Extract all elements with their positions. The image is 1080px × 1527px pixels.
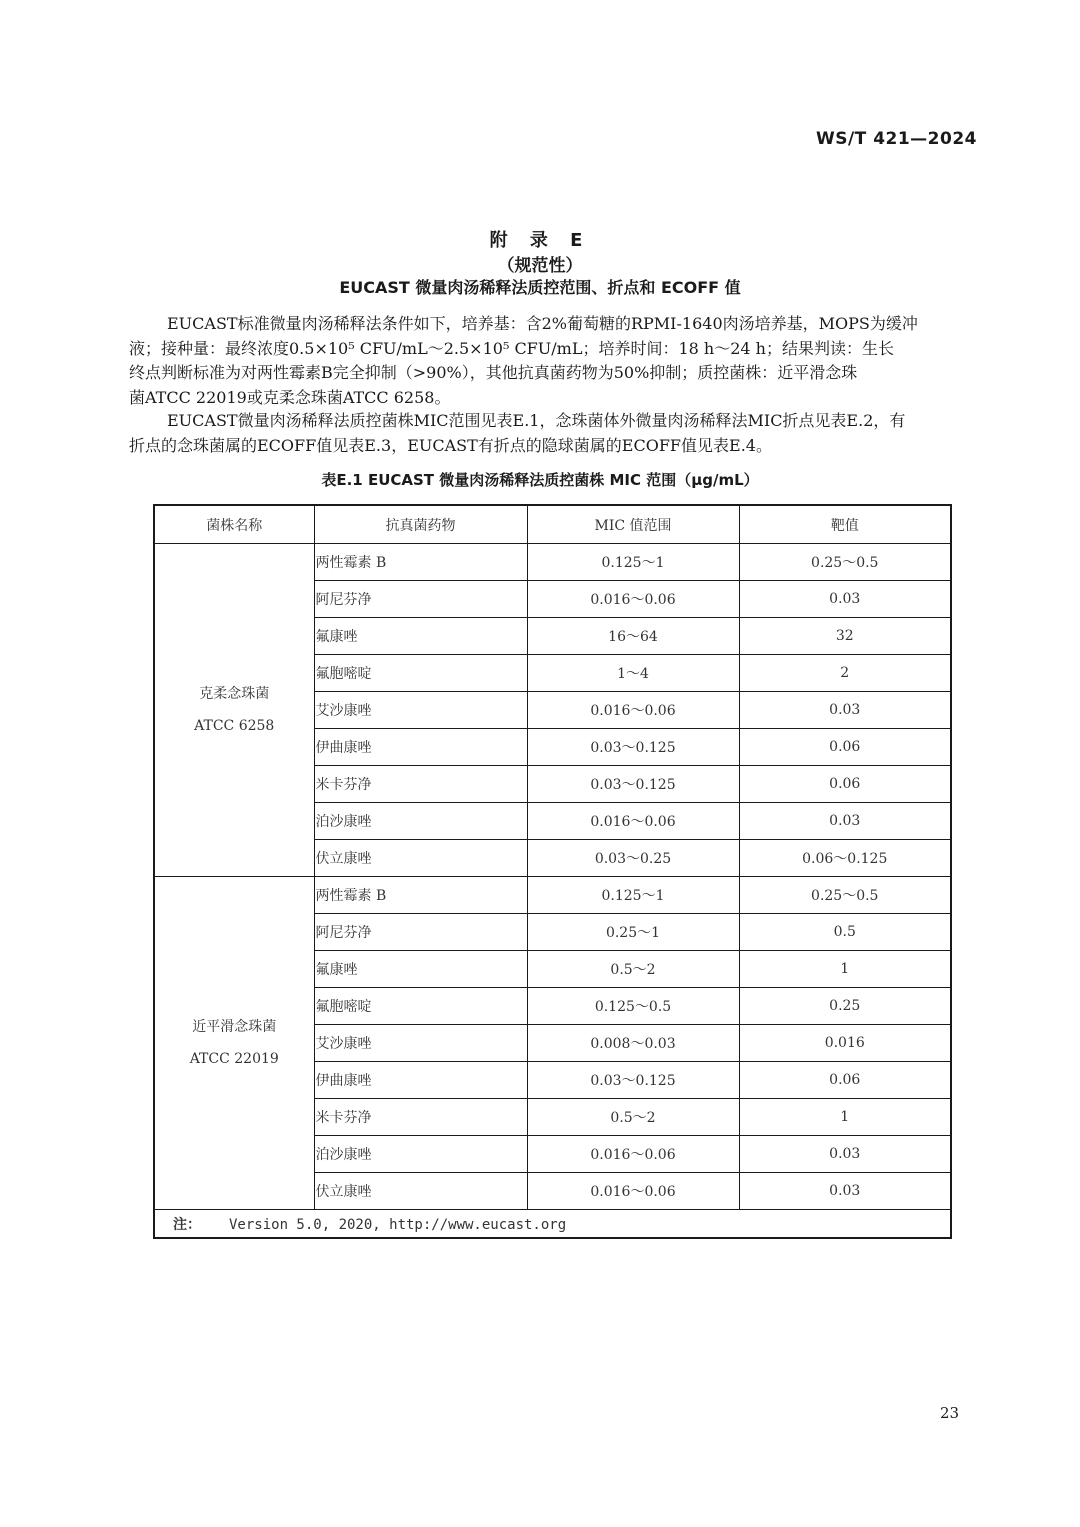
target-value-cell: 0.25～0.5 bbox=[739, 877, 951, 914]
table-caption: 表E.1 EUCAST 微量肉汤稀释法质控菌株 MIC 范围（μg/mL） bbox=[321, 471, 759, 489]
strain-cell bbox=[154, 544, 314, 877]
strain-name: 克柔念珠菌 bbox=[199, 686, 270, 702]
strain-name: 近平滑念珠菌 bbox=[192, 1019, 277, 1035]
mic-range-cell: 0.016～0.06 bbox=[527, 1173, 739, 1210]
drug-cell: 伊曲康唑 bbox=[314, 729, 527, 766]
strain-code: ATCC 6258 bbox=[194, 718, 275, 734]
paragraph-line: 液；接种量：最终浓度0.5×10⁵ CFU/mL～2.5×10⁵ CFU/mL；培养时间：18 h～24 h；结果判读：生长 bbox=[129, 338, 894, 358]
mic-range-cell: 0.03～0.125 bbox=[527, 1062, 739, 1099]
header-drug: 抗真菌药物 bbox=[314, 505, 527, 544]
note-text: Version 5.0, 2020, http://www.eucast.org bbox=[229, 1216, 567, 1233]
target-value-cell: 1 bbox=[739, 951, 951, 988]
target-value-cell: 0.06 bbox=[739, 1062, 951, 1099]
target-value-cell: 0.06～0.125 bbox=[739, 840, 951, 877]
mic-range-cell: 0.016～0.06 bbox=[527, 581, 739, 618]
drug-cell: 伏立康唑 bbox=[314, 1173, 527, 1210]
drug-cell: 氟胞嘧啶 bbox=[314, 988, 527, 1025]
target-value-cell: 0.25 bbox=[739, 988, 951, 1025]
drug-cell: 艾沙康唑 bbox=[314, 692, 527, 729]
target-value-cell: 0.016 bbox=[739, 1025, 951, 1062]
target-value-cell: 0.03 bbox=[739, 692, 951, 729]
target-value-cell: 0.06 bbox=[739, 729, 951, 766]
target-value-cell: 32 bbox=[739, 618, 951, 655]
table-note bbox=[154, 1210, 951, 1239]
mic-range-cell: 0.5～2 bbox=[527, 1099, 739, 1136]
mic-range-cell: 0.008～0.03 bbox=[527, 1025, 739, 1062]
table-body bbox=[154, 544, 951, 1210]
intro-paragraph bbox=[129, 312, 977, 410]
target-value-cell: 0.06 bbox=[739, 766, 951, 803]
drug-cell: 泊沙康唑 bbox=[314, 803, 527, 840]
paragraph-line: EUCAST标准微量肉汤稀释法条件如下，培养基：含2%葡萄糖的RPMI-1640肉汤培养基，MOPS为缓冲 bbox=[167, 314, 918, 333]
mic-range-cell: 1～4 bbox=[527, 655, 739, 692]
mic-range-cell: 0.03～0.25 bbox=[527, 840, 739, 877]
target-value-cell: 0.25～0.5 bbox=[739, 544, 951, 581]
mic-range-cell: 16～64 bbox=[527, 618, 739, 655]
annex-type: （规范性） bbox=[497, 256, 583, 276]
mic-range-cell: 0.125～1 bbox=[527, 544, 739, 581]
target-value-cell: 0.5 bbox=[739, 914, 951, 951]
drug-cell: 米卡芬净 bbox=[314, 1099, 527, 1136]
target-value-cell: 0.03 bbox=[739, 1173, 951, 1210]
drug-cell: 泊沙康唑 bbox=[314, 1136, 527, 1173]
drug-cell: 伊曲康唑 bbox=[314, 1062, 527, 1099]
header-target: 靶值 bbox=[739, 505, 951, 544]
reference-paragraph bbox=[129, 409, 977, 458]
paragraph-line: 折点的念珠菌属的ECOFF值见表E.3，EUCAST有折点的隐球菌属的ECOFF值见表E.4。 bbox=[129, 435, 772, 455]
header-strain: 菌株名称 bbox=[154, 505, 314, 544]
target-value-cell: 1 bbox=[739, 1099, 951, 1136]
page-number: 23 bbox=[940, 1404, 960, 1422]
annex-name: EUCAST 微量肉汤稀释法质控范围、折点和 ECOFF 值 bbox=[339, 278, 741, 297]
annex-title: 附 录 E bbox=[489, 230, 591, 251]
drug-cell: 艾沙康唑 bbox=[314, 1025, 527, 1062]
paragraph-line: 终点判断标准为对两性霉素B完全抑制（>90%），其他抗真菌药物为50%抑制；质控菌株：近平滑念珠 bbox=[129, 363, 858, 382]
mic-range-cell: 0.03～0.125 bbox=[527, 729, 739, 766]
drug-cell: 阿尼芬净 bbox=[314, 914, 527, 951]
qc-mic-table bbox=[153, 504, 952, 1239]
table-header-row bbox=[154, 505, 951, 544]
drug-cell: 两性霉素 B bbox=[314, 877, 527, 914]
header-mic-range: MIC 值范围 bbox=[527, 505, 739, 544]
table-note-row bbox=[154, 1210, 951, 1239]
drug-cell: 氟康唑 bbox=[314, 618, 527, 655]
drug-cell: 阿尼芬净 bbox=[314, 581, 527, 618]
mic-range-cell: 0.125～1 bbox=[527, 877, 739, 914]
paragraph-line: EUCAST微量肉汤稀释法质控菌株MIC范围见表E.1，念珠菌体外微量肉汤稀释法MIC折点见表E.2，有 bbox=[167, 411, 906, 430]
mic-range-cell: 0.5～2 bbox=[527, 951, 739, 988]
target-value-cell: 0.03 bbox=[739, 803, 951, 840]
table-row bbox=[154, 544, 951, 581]
note-label: 注： bbox=[173, 1216, 201, 1233]
mic-range-cell: 0.016～0.06 bbox=[527, 1136, 739, 1173]
target-value-cell: 2 bbox=[739, 655, 951, 692]
strain-code: ATCC 22019 bbox=[189, 1051, 279, 1067]
drug-cell: 两性霉素 B bbox=[314, 544, 527, 581]
table-row bbox=[154, 877, 951, 914]
drug-cell: 米卡芬净 bbox=[314, 766, 527, 803]
drug-cell: 氟康唑 bbox=[314, 951, 527, 988]
mic-range-cell: 0.25～1 bbox=[527, 914, 739, 951]
standard-code: WS/T 421—2024 bbox=[815, 129, 977, 149]
mic-range-cell: 0.016～0.06 bbox=[527, 803, 739, 840]
mic-range-cell: 0.03～0.125 bbox=[527, 766, 739, 803]
mic-range-cell: 0.016～0.06 bbox=[527, 692, 739, 729]
drug-cell: 伏立康唑 bbox=[314, 840, 527, 877]
strain-cell bbox=[154, 877, 314, 1210]
paragraph-line: 菌ATCC 22019或克柔念珠菌ATCC 6258。 bbox=[129, 387, 451, 407]
drug-cell: 氟胞嘧啶 bbox=[314, 655, 527, 692]
mic-range-cell: 0.125～0.5 bbox=[527, 988, 739, 1025]
target-value-cell: 0.03 bbox=[739, 581, 951, 618]
target-value-cell: 0.03 bbox=[739, 1136, 951, 1173]
